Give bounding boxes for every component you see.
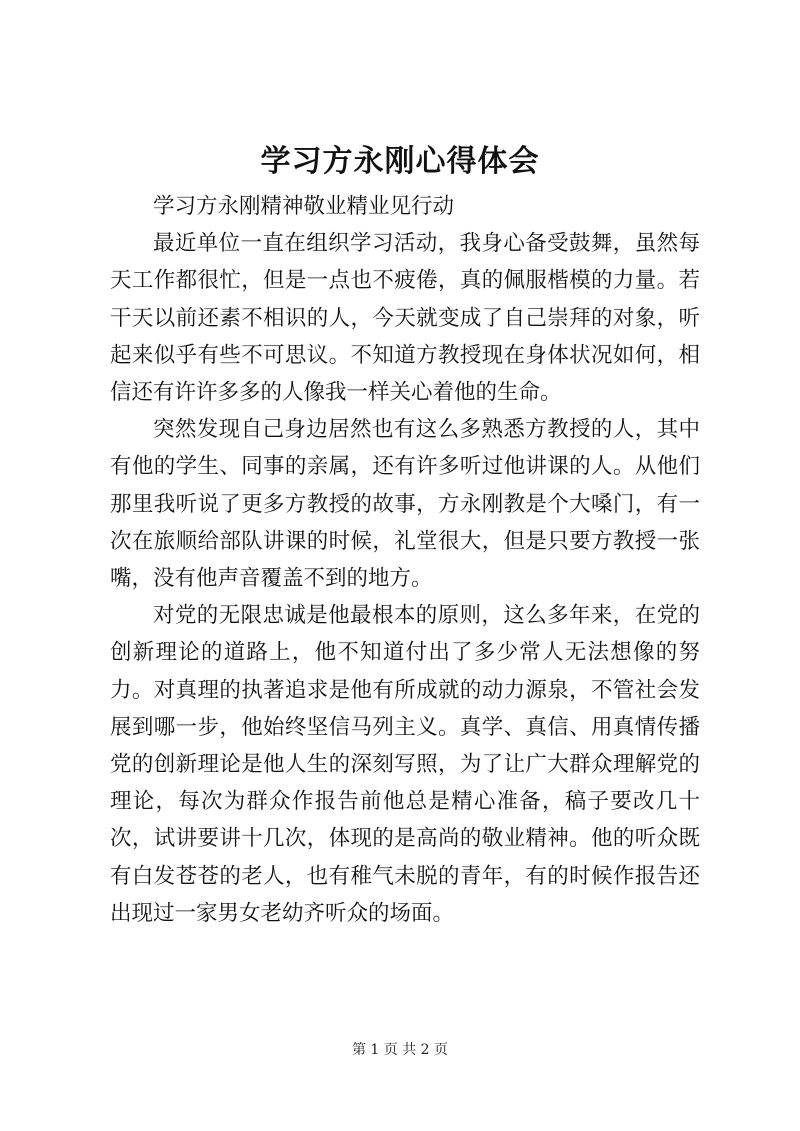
page-number-footer: 第 1 页 共 2 页 xyxy=(351,1042,449,1058)
paragraph-2: 突然发现自己身边居然也有这么多熟悉方教授的人，其中有他的学生、同事的亲属，还有许多听过他讲课的人。从他们那里我听说了更多方教授的故事，方永刚教是个大嗓门，有一次在旅顺给部队讲课的时候，礼堂很大，但是只要方教授一张嘴，没有他声音覆盖不到的地方。 xyxy=(110,417,700,592)
document-body xyxy=(110,188,700,932)
page-title: 学习方永刚心得体会 xyxy=(260,144,540,179)
paragraph-1: 最近单位一直在组织学习活动，我身心备受鼓舞，虽然每天工作都很忙，但是一点也不疲倦，真的佩服楷模的力量。若干天以前还素不相识的人，今天就变成了自己崇拜的对象，听起来似乎有些不可思议。不知道方教授现在身体状况如何，相信还有许许多多的人像我一样关心着他的生命。 xyxy=(110,231,700,406)
paragraph-3: 对党的无限忠诚是他最根本的原则，这么多年来，在党的创新理论的道路上，他不知道付出了多少常人无法想像的努力。对真理的执著追求是他有所成就的动力源泉，不管社会发展到哪一步，他始终坚信马列主义。真学、真信、用真情传播党的创新理论是他人生的深刻写照，为了让广大群众理解党的理论，每次为群众作报告前他总是精心准备，稿子要改几十次，试讲要讲十几次，体现的是高尚的敬业精神。他的听众既有白发苍苍的老人，也有稚气未脱的青年，有的时候作报告还出现过一家男女老幼齐听众的场面。 xyxy=(110,603,700,926)
subtitle-line: 学习方永刚精神敬业精业见行动 xyxy=(153,194,455,219)
